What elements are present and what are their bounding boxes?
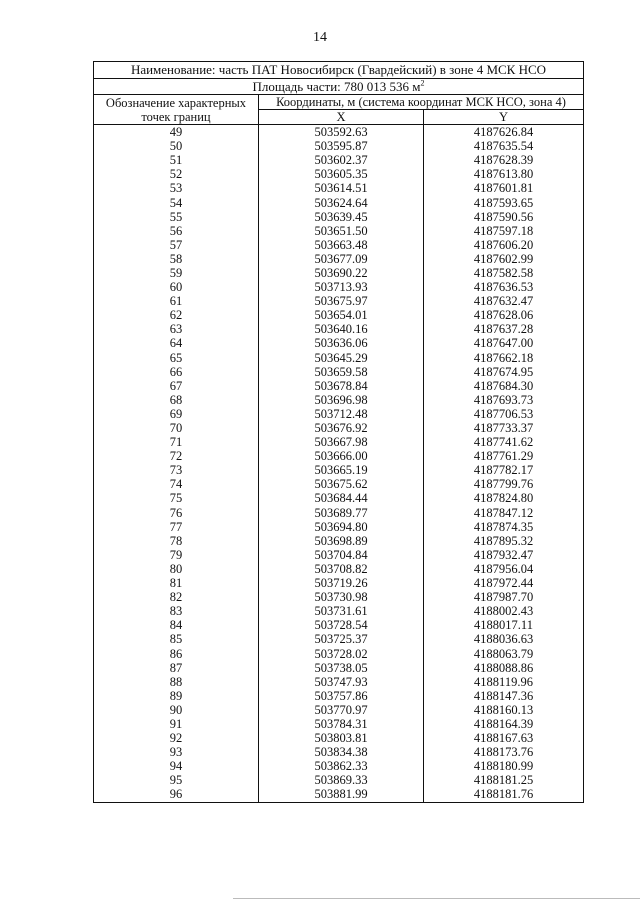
y-coordinate-cell: 4188181.76	[424, 787, 584, 802]
point-number-cell: 81	[94, 576, 259, 590]
table-row	[94, 266, 584, 280]
point-number-cell: 72	[94, 449, 259, 463]
point-number-cell: 79	[94, 548, 259, 562]
y-coordinate-cell: 4188088.86	[424, 661, 584, 675]
y-coordinate-cell: 4187628.39	[424, 153, 584, 167]
x-coordinate-cell: 503651.50	[259, 224, 424, 238]
y-coordinate-cell: 4187613.80	[424, 167, 584, 181]
y-coordinate-cell: 4187761.29	[424, 449, 584, 463]
table-row	[94, 449, 584, 463]
table-row	[94, 731, 584, 745]
y-coordinate-cell: 4187628.06	[424, 308, 584, 322]
y-coordinate-cell: 4188147.36	[424, 689, 584, 703]
table-row	[94, 153, 584, 167]
x-coordinate-cell: 503665.19	[259, 463, 424, 477]
y-coordinate-cell: 4187662.18	[424, 351, 584, 365]
x-coordinate-cell: 503696.98	[259, 393, 424, 407]
point-number-cell: 66	[94, 365, 259, 379]
y-coordinate-cell: 4187635.54	[424, 139, 584, 153]
table-row	[94, 125, 584, 140]
table-row	[94, 477, 584, 491]
x-coordinate-cell: 503738.05	[259, 661, 424, 675]
x-coordinate-cell: 503712.48	[259, 407, 424, 421]
point-number-cell: 77	[94, 520, 259, 534]
x-coordinate-cell: 503645.29	[259, 351, 424, 365]
x-coordinate-cell: 503595.87	[259, 139, 424, 153]
x-coordinate-cell: 503784.31	[259, 717, 424, 731]
point-number-cell: 78	[94, 534, 259, 548]
table-row	[94, 252, 584, 266]
point-number-cell: 56	[94, 224, 259, 238]
point-number-cell: 55	[94, 210, 259, 224]
y-coordinate-cell: 4187733.37	[424, 421, 584, 435]
x-coordinate-cell: 503666.00	[259, 449, 424, 463]
point-number-cell: 50	[94, 139, 259, 153]
table-row	[94, 576, 584, 590]
y-coordinate-cell: 4187874.35	[424, 520, 584, 534]
table-row	[94, 379, 584, 393]
table-row	[94, 717, 584, 731]
y-coordinate-cell: 4187956.04	[424, 562, 584, 576]
x-coordinate-cell: 503728.02	[259, 646, 424, 660]
point-number-cell: 70	[94, 421, 259, 435]
y-coordinate-cell: 4188181.25	[424, 773, 584, 787]
table-row	[94, 661, 584, 675]
y-coordinate-cell: 4188002.43	[424, 604, 584, 618]
point-number-cell: 85	[94, 632, 259, 646]
table-row	[94, 773, 584, 787]
coordinates-table	[93, 61, 584, 803]
table-title: Наименование: часть ПАТ Новосибирск (Гвардейский) в зоне 4 МСК НСО	[94, 62, 584, 79]
y-coordinate-cell: 4187684.30	[424, 379, 584, 393]
x-coordinate-cell: 503602.37	[259, 153, 424, 167]
point-number-cell: 63	[94, 322, 259, 336]
point-number-cell: 88	[94, 675, 259, 689]
y-coordinate-cell: 4187637.28	[424, 322, 584, 336]
table-row	[94, 632, 584, 646]
coords-column-header: Координаты, м (система координат МСК НСО, зона 4)	[259, 95, 584, 110]
y-coordinate-cell: 4187895.32	[424, 534, 584, 548]
point-number-cell: 57	[94, 238, 259, 252]
table-row	[94, 365, 584, 379]
point-number-cell: 75	[94, 491, 259, 505]
y-coordinate-cell: 4188160.13	[424, 703, 584, 717]
table-row	[94, 604, 584, 618]
table-row	[94, 590, 584, 604]
x-coordinate-cell: 503881.99	[259, 787, 424, 802]
y-coordinate-cell: 4188063.79	[424, 646, 584, 660]
scan-edge-line	[233, 898, 640, 899]
point-number-cell: 93	[94, 745, 259, 759]
x-coordinate-cell: 503654.01	[259, 308, 424, 322]
y-coordinate-cell: 4187647.00	[424, 336, 584, 350]
x-coordinate-cell: 503725.37	[259, 632, 424, 646]
point-number-cell: 90	[94, 703, 259, 717]
y-coordinate-cell: 4187706.53	[424, 407, 584, 421]
y-coordinate-cell: 4188180.99	[424, 759, 584, 773]
y-coordinate-cell: 4187601.81	[424, 181, 584, 195]
point-number-cell: 49	[94, 125, 259, 140]
table-row	[94, 294, 584, 308]
table-row	[94, 435, 584, 449]
table-row	[94, 548, 584, 562]
y-coordinate-cell: 4188164.39	[424, 717, 584, 731]
x-column-header: X	[259, 110, 424, 125]
x-coordinate-cell: 503663.48	[259, 238, 424, 252]
table-row	[94, 322, 584, 336]
x-coordinate-cell: 503684.44	[259, 491, 424, 505]
y-coordinate-cell: 4187674.95	[424, 365, 584, 379]
x-coordinate-cell: 503690.22	[259, 266, 424, 280]
point-number-cell: 71	[94, 435, 259, 449]
y-coordinate-cell: 4187606.20	[424, 238, 584, 252]
point-number-cell: 84	[94, 618, 259, 632]
points-header-line1: Обозначение характерных	[105, 95, 247, 110]
point-number-cell: 61	[94, 294, 259, 308]
table-row	[94, 646, 584, 660]
y-coordinate-cell: 4188119.96	[424, 675, 584, 689]
x-coordinate-cell: 503592.63	[259, 125, 424, 140]
x-coordinate-cell: 503614.51	[259, 181, 424, 195]
point-number-cell: 67	[94, 379, 259, 393]
y-coordinate-cell: 4187597.18	[424, 224, 584, 238]
table-row	[94, 181, 584, 195]
point-number-cell: 58	[94, 252, 259, 266]
table-row	[94, 280, 584, 294]
point-number-cell: 92	[94, 731, 259, 745]
table-row	[94, 407, 584, 421]
point-number-cell: 53	[94, 181, 259, 195]
table-row	[94, 520, 584, 534]
y-coordinate-cell: 4187741.62	[424, 435, 584, 449]
x-coordinate-cell: 503869.33	[259, 773, 424, 787]
point-number-cell: 76	[94, 506, 259, 520]
point-number-cell: 68	[94, 393, 259, 407]
x-coordinate-cell: 503757.86	[259, 689, 424, 703]
point-number-cell: 91	[94, 717, 259, 731]
y-coordinate-cell: 4187632.47	[424, 294, 584, 308]
table-row	[94, 351, 584, 365]
area-label	[94, 79, 584, 95]
x-coordinate-cell: 503689.77	[259, 506, 424, 520]
x-coordinate-cell: 503676.92	[259, 421, 424, 435]
table-row	[94, 562, 584, 576]
y-coordinate-cell: 4187824.80	[424, 491, 584, 505]
x-coordinate-cell: 503640.16	[259, 322, 424, 336]
point-number-cell: 52	[94, 167, 259, 181]
y-coordinate-cell: 4188167.63	[424, 731, 584, 745]
x-coordinate-cell: 503624.64	[259, 195, 424, 209]
y-coordinate-cell: 4187799.76	[424, 477, 584, 491]
x-coordinate-cell: 503694.80	[259, 520, 424, 534]
y-coordinate-cell: 4187590.56	[424, 210, 584, 224]
y-coordinate-cell: 4187582.58	[424, 266, 584, 280]
x-coordinate-cell: 503678.84	[259, 379, 424, 393]
table-row	[94, 506, 584, 520]
x-coordinate-cell: 503728.54	[259, 618, 424, 632]
area-text: Площадь части: 780 013 536 м	[252, 78, 421, 94]
y-coordinate-cell: 4187782.17	[424, 463, 584, 477]
table-row	[94, 210, 584, 224]
x-coordinate-cell: 503667.98	[259, 435, 424, 449]
y-coordinate-cell: 4187626.84	[424, 125, 584, 140]
x-coordinate-cell: 503605.35	[259, 167, 424, 181]
x-coordinate-cell: 503675.97	[259, 294, 424, 308]
table-row	[94, 618, 584, 632]
y-coordinate-cell: 4187987.70	[424, 590, 584, 604]
table-row	[94, 308, 584, 322]
point-number-cell: 64	[94, 336, 259, 350]
table-row	[94, 238, 584, 252]
y-coordinate-cell: 4188036.63	[424, 632, 584, 646]
page-number: 14	[313, 30, 327, 45]
table-row	[94, 745, 584, 759]
table-row	[94, 491, 584, 505]
x-coordinate-cell: 503747.93	[259, 675, 424, 689]
x-coordinate-cell: 503862.33	[259, 759, 424, 773]
points-column-header	[94, 95, 259, 125]
y-coordinate-cell: 4187602.99	[424, 252, 584, 266]
table-row	[94, 167, 584, 181]
table-row	[94, 393, 584, 407]
point-number-cell: 95	[94, 773, 259, 787]
point-number-cell: 60	[94, 280, 259, 294]
area-unit-superscript: 2	[420, 78, 425, 88]
table-row	[94, 675, 584, 689]
point-number-cell: 86	[94, 646, 259, 660]
table-row	[94, 463, 584, 477]
table-row	[94, 534, 584, 548]
point-number-cell: 80	[94, 562, 259, 576]
x-coordinate-cell: 503719.26	[259, 576, 424, 590]
table-row	[94, 195, 584, 209]
y-coordinate-cell: 4187847.12	[424, 506, 584, 520]
point-number-cell: 59	[94, 266, 259, 280]
x-coordinate-cell: 503675.62	[259, 477, 424, 491]
point-number-cell: 89	[94, 689, 259, 703]
x-coordinate-cell: 503636.06	[259, 336, 424, 350]
table-row	[94, 759, 584, 773]
y-coordinate-cell: 4187932.47	[424, 548, 584, 562]
x-coordinate-cell: 503639.45	[259, 210, 424, 224]
x-coordinate-cell: 503708.82	[259, 562, 424, 576]
x-coordinate-cell: 503677.09	[259, 252, 424, 266]
table-row	[94, 703, 584, 717]
x-coordinate-cell: 503704.84	[259, 548, 424, 562]
point-number-cell: 73	[94, 463, 259, 477]
point-number-cell: 87	[94, 661, 259, 675]
point-number-cell: 65	[94, 351, 259, 365]
point-number-cell: 82	[94, 590, 259, 604]
point-number-cell: 51	[94, 153, 259, 167]
point-number-cell: 54	[94, 195, 259, 209]
y-coordinate-cell: 4187593.65	[424, 195, 584, 209]
point-number-cell: 96	[94, 787, 259, 802]
table-row	[94, 421, 584, 435]
y-coordinate-cell: 4187636.53	[424, 280, 584, 294]
y-coordinate-cell: 4188173.76	[424, 745, 584, 759]
x-coordinate-cell: 503713.93	[259, 280, 424, 294]
y-coordinate-cell: 4187972.44	[424, 576, 584, 590]
table-row	[94, 689, 584, 703]
y-column-header: Y	[424, 110, 584, 125]
point-number-cell: 83	[94, 604, 259, 618]
table-row	[94, 139, 584, 153]
point-number-cell: 69	[94, 407, 259, 421]
point-number-cell: 74	[94, 477, 259, 491]
y-coordinate-cell: 4188017.11	[424, 618, 584, 632]
table-row	[94, 224, 584, 238]
point-number-cell: 62	[94, 308, 259, 322]
table-row	[94, 336, 584, 350]
x-coordinate-cell: 503803.81	[259, 731, 424, 745]
x-coordinate-cell: 503731.61	[259, 604, 424, 618]
point-number-cell: 94	[94, 759, 259, 773]
x-coordinate-cell: 503698.89	[259, 534, 424, 548]
points-header-line2: точек границ	[141, 109, 211, 124]
y-coordinate-cell: 4187693.73	[424, 393, 584, 407]
table-row	[94, 787, 584, 802]
x-coordinate-cell: 503730.98	[259, 590, 424, 604]
x-coordinate-cell: 503770.97	[259, 703, 424, 717]
x-coordinate-cell: 503834.38	[259, 745, 424, 759]
x-coordinate-cell: 503659.58	[259, 365, 424, 379]
